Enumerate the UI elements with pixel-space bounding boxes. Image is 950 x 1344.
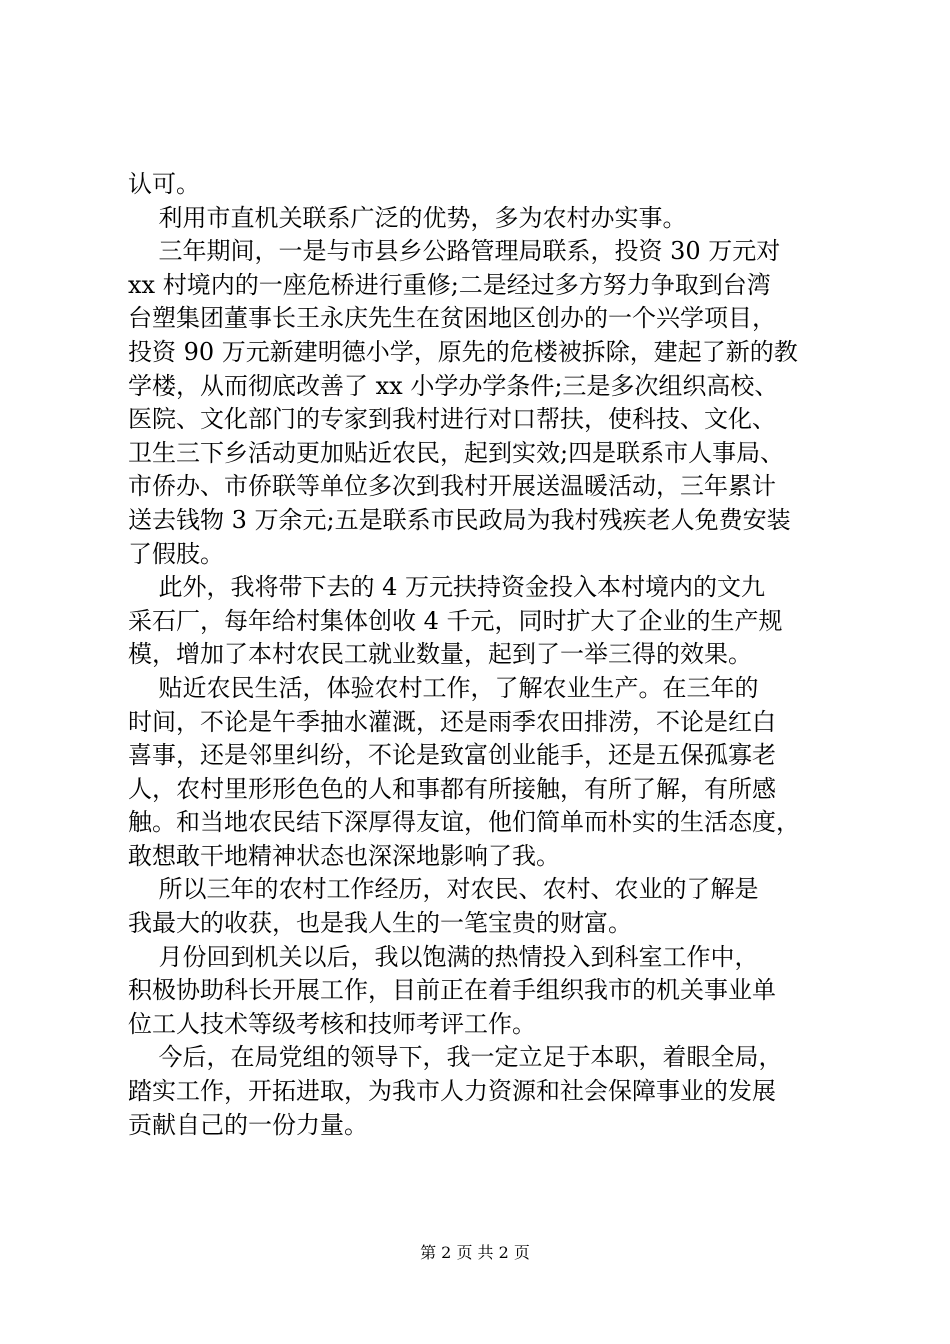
text-line: 月份回到机关以后，我以饱满的热情投入到科室工作中， [128, 942, 759, 971]
text-line: 触。和当地农民结下深厚得友谊，他们简单而朴实的生活态度， [128, 808, 800, 837]
text-line: xx 村境内的一座危桥进行重修;二是经过多方努力争取到台湾 [128, 270, 771, 299]
text-line: 模，增加了本村农民工就业数量，起到了一举三得的效果。 [128, 640, 752, 669]
text-line: 采石厂，每年给村集体创收 4 千元，同时扩大了企业的生产规 [128, 606, 783, 635]
text-line: 敢想敢干地精神状态也深深地影响了我。 [128, 841, 560, 870]
text-line: 贴近农民生活，体验农村工作，了解农业生产。在三年的 [128, 673, 759, 702]
text-line: 医院、文化部门的专家到我村进行对口帮扶，使科技、文化、 [128, 405, 776, 434]
text-line: 喜事，还是邻里纠纷，不论是致富创业能手，还是五保孤寡老 [128, 741, 776, 770]
text-line: 市侨办、市侨联等单位多次到我村开展送温暖活动，三年累计 [128, 472, 776, 501]
text-line: 所以三年的农村工作经历，对农民、农村、农业的了解是 [128, 875, 759, 904]
text-line: 贡献自己的一份力量。 [128, 1110, 368, 1139]
text-line: 人，农村里形形色色的人和事都有所接触，有所了解，有所感 [128, 774, 776, 803]
text-line: 位工人技术等级考核和技师考评工作。 [128, 1009, 536, 1038]
text-line: 利用市直机关联系广泛的优势，多为农村办实事。 [128, 203, 687, 232]
text-line: 送去钱物 3 万余元;五是联系市民政局为我村残疾老人免费安装 [128, 505, 791, 534]
text-line: 时间，不论是午季抽水灌溉，还是雨季农田排涝，不论是红白 [128, 707, 776, 736]
text-line: 卫生三下乡活动更加贴近农民，起到实效;四是联系市人事局、 [128, 438, 785, 467]
page-footer: 第 2 页 共 2 页 [420, 1243, 530, 1262]
document-body [128, 168, 833, 1142]
text-line: 投资 90 万元新建明德小学，原先的危楼被拆除，建起了新的教 [128, 337, 798, 366]
text-line: 学楼，从而彻底改善了 xx 小学办学条件;三是多次组织高校、 [128, 371, 779, 400]
text-line: 认可。 [128, 170, 200, 198]
text-line: 今后，在局党组的领导下，我一定立足于本职，着眼全局， [128, 1043, 783, 1072]
text-line: 台塑集团董事长王永庆先生在贫困地区创办的一个兴学项目， [128, 304, 776, 333]
text-line: 积极协助科长开展工作，目前正在着手组织我市的机关事业单 [128, 976, 776, 1005]
text-line: 我最大的收获，也是我人生的一笔宝贵的财富。 [128, 909, 632, 938]
text-line: 踏实工作，开拓进取，为我市人力资源和社会保障事业的发展 [128, 1077, 776, 1106]
text-line: 此外，我将带下去的 4 万元扶持资金投入本村境内的文九 [128, 573, 766, 602]
text-line: 了假肢。 [128, 539, 224, 568]
text-line: 三年期间，一是与市县乡公路管理局联系，投资 30 万元对 [128, 237, 781, 266]
